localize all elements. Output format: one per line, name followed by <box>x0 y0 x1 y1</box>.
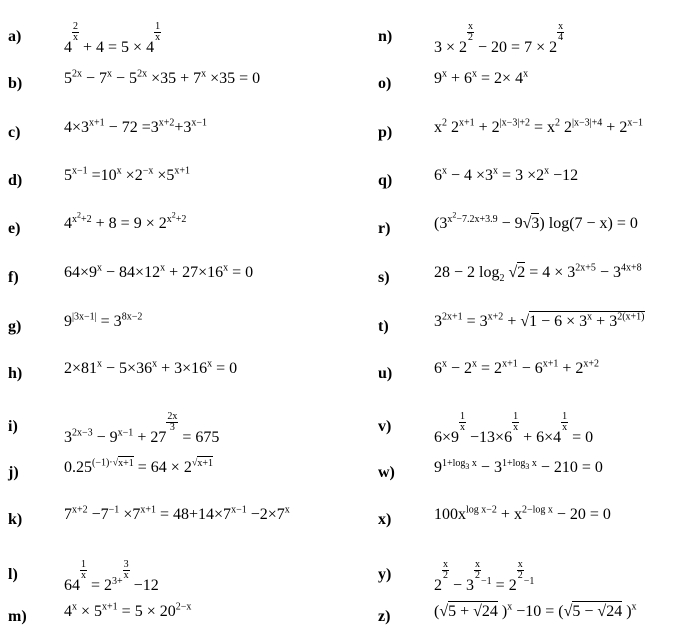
label-b: b) <box>8 75 23 92</box>
row-k <box>0 497 681 537</box>
equation-d: $5^{x-1} =10^x \times 2^{-x} \times 5^{x+1}$ <box>64 165 191 184</box>
label-w: w) <box>378 464 395 481</box>
row-j <box>0 450 681 490</box>
equation-a: 4 $^{\frac{2}{x}}$ + 4 = 5 × 4 $^{\frac{1}{x}}$ <box>64 21 161 56</box>
label-q: q) <box>378 172 393 189</box>
label-l: l) <box>8 566 18 583</box>
label-i: i) <box>8 418 18 435</box>
equation-t: $3^{2x+1} = 3^{x+2} + √1 - 6 \times 3^x + 3^{2(x+1)}$ <box>434 311 645 330</box>
row-f <box>0 255 681 295</box>
label-n: n) <box>378 28 393 45</box>
row-i <box>0 404 681 444</box>
equation-e: $4^{x^2+2} + 8 = 9 \times 2^{x^2+2}$ <box>64 210 187 232</box>
equation-h: $2\times 81^x - 5\times 36^x + 3\times 16^x = 0$ <box>64 358 238 377</box>
equation-u: $6^x - 2^x = 2^{x+1} - 6^{x+1} + 2^{x+2}$ <box>434 358 600 377</box>
equation-j: $0.25^{(-1)\cdot√x+1} = 64 \times 2^{√x+1}$ <box>64 457 213 476</box>
equation-o: $9^x + 6^x = 2\times 4^x$ <box>434 68 529 87</box>
equation-n: 3 × 2 $^{\frac{x}{2}}$ − 20 = 7 × 2 $^{\frac{x}{4}}$ <box>434 21 564 56</box>
label-j: j) <box>8 464 19 481</box>
equation-x: $100x^{log x-2} + x^{2-log x} - 20 = 0$ <box>434 504 611 523</box>
equation-c: $4\times 3^{x+1} - 72 =3^{x+2}+3^{x-1}$ <box>64 117 208 136</box>
label-y: y) <box>378 566 392 583</box>
label-k: k) <box>8 511 23 528</box>
equation-i: $3^{2x-3} - 9^{x-1} + 27$ $^{\frac{2x}{3}}$ = 675 <box>64 411 220 446</box>
label-r: r) <box>378 220 391 237</box>
row-h <box>0 351 681 391</box>
equation-v: 6×9 $^{\frac{1}{x}}$ −13×6 $^{\frac{1}{x}}$ + 6×4 $^{\frac{1}{x}}$ = 0 <box>434 411 594 446</box>
label-x: x) <box>378 511 392 528</box>
equation-s: 28 − 2 $\log_2 √2 = 4 \times 3^{2x+5} - 3^{4x+8}$ <box>434 262 642 285</box>
row-c <box>0 110 681 150</box>
label-h: h) <box>8 365 23 382</box>
row-a <box>0 14 681 54</box>
equation-r: $(3^{x^2-7.2x+3.9} - 9√3) \log(7 - x) = 0$ <box>434 210 638 232</box>
equation-w: $9^{1+log_3 x} - 3^{1+log_3 x} - 210 = 0$ <box>434 457 603 476</box>
equation-p: $x^2$ $2^{x+1} + 2^{|x-3|+2} = x^2$ $2^{|x-3|+4} + 2^{x-1}$ <box>434 117 643 136</box>
equation-b: $5^{2x} - 7^x - 5^{2x} \times 35 + 7^x \times 35 = 0$ <box>64 68 261 87</box>
equation-m: $4^x \times 5^{x+1} = 5 \times 20^{2-x}$ <box>64 601 192 620</box>
label-z: z) <box>378 608 391 625</box>
row-g <box>0 304 681 344</box>
label-a: a) <box>8 28 22 45</box>
equation-l: 64 $^{\frac{1}{x}}$ = $2^{3+ \frac{3}{x}}$ −12 <box>64 559 159 594</box>
row-l <box>0 552 681 592</box>
equation-f: $64\times 9^x - 84\times 12^x + 27\times 16^x = 0$ <box>64 262 254 281</box>
label-m: m) <box>8 608 27 625</box>
label-c: c) <box>8 124 21 141</box>
label-o: o) <box>378 75 392 92</box>
equation-q: $6^x - 4 \times 3^x = 3 \times 2^x -12$ <box>434 165 579 184</box>
equation-g: $9^{|3x-1|} = 3^{8x-2}$ <box>64 311 143 330</box>
label-e: e) <box>8 220 21 237</box>
row-b <box>0 61 681 101</box>
equation-y: 2 $^{\frac{x}{2}}$ − 3 $^{\frac{x}{2} -1}$ = 2 $^{\frac{x}{2} -1}$ <box>434 559 535 594</box>
label-u: u) <box>378 365 393 382</box>
equation-k: $7^{x+2} -7^{-1} \times 7^{x+1} = 48+14\times 7^{x-1} -2\times 7^x$ <box>64 504 290 523</box>
label-v: v) <box>378 418 392 435</box>
row-d <box>0 158 681 198</box>
label-d: d) <box>8 172 23 189</box>
label-p: p) <box>378 124 393 141</box>
row-e <box>0 206 681 246</box>
label-f: f) <box>8 269 19 286</box>
label-s: s) <box>378 269 390 286</box>
label-t: t) <box>378 318 389 335</box>
row-m <box>0 594 681 634</box>
equation-z: (√5 + √24 )$^x$ −10 = (√5 − √24 )$^x$ <box>434 601 637 620</box>
label-g: g) <box>8 318 22 335</box>
